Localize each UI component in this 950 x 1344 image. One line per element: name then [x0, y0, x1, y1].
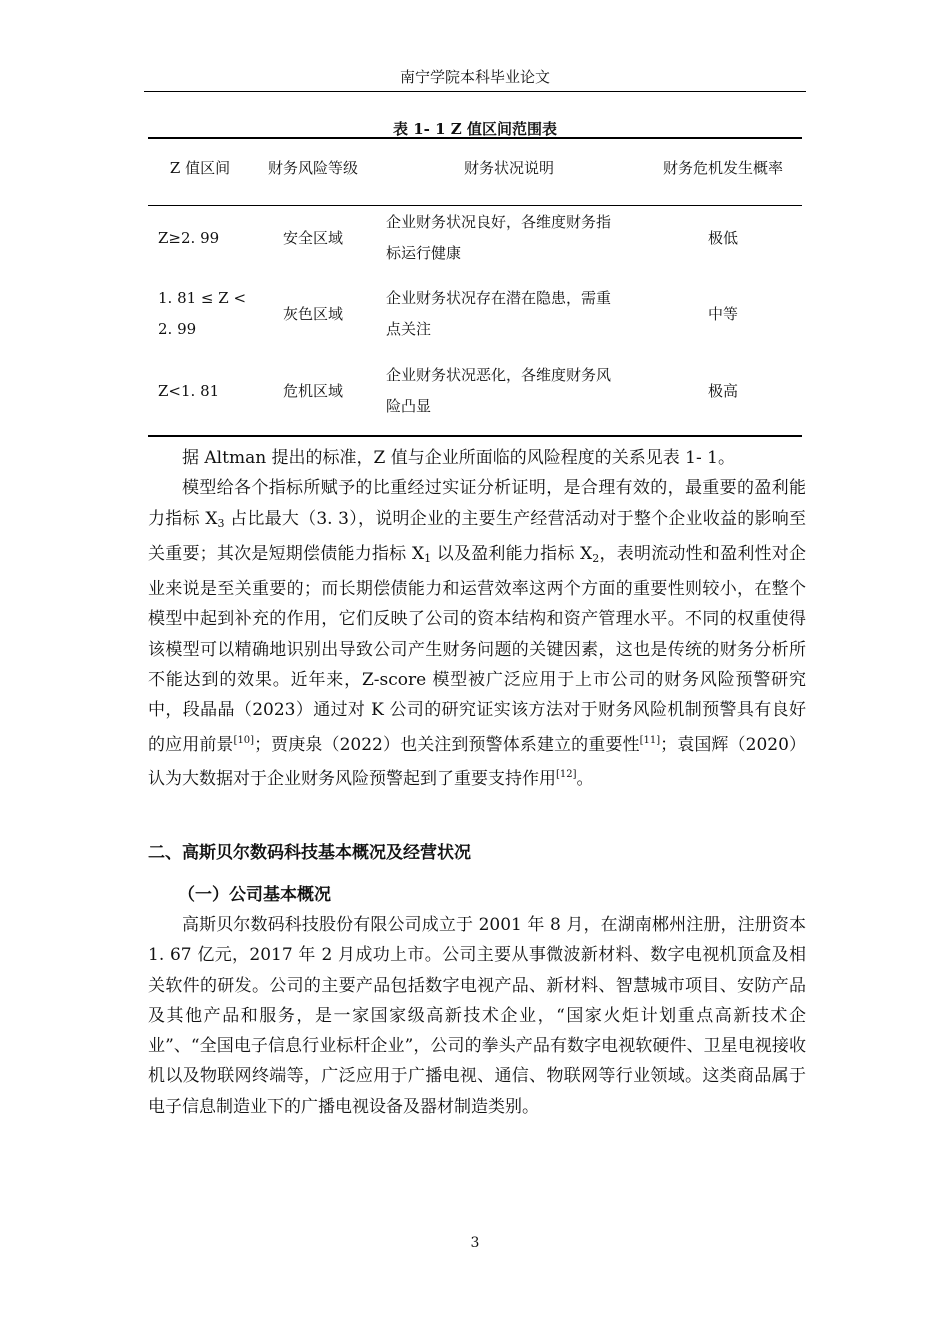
- row-description-line: 险凸显: [386, 397, 432, 415]
- citation-ref: [12]: [556, 768, 577, 780]
- row-risk-level: 安全区域: [282, 229, 343, 247]
- citation-ref: [11]: [639, 734, 661, 746]
- paragraph: 据 Altman 提出的标准，Z 值与企业所面临的风险程度的关系见表 1- 1。: [182, 448, 735, 468]
- row-probability: 极高: [707, 382, 738, 400]
- running-header: 南宁学院本科毕业论文: [399, 68, 550, 86]
- row-description-line: 企业财务状况恶化，各维度财务风: [386, 366, 612, 384]
- page-number: 3: [470, 1235, 480, 1251]
- column-header-z-range: Z 值区间: [169, 159, 231, 177]
- row-risk-level: 灰色区域: [282, 305, 343, 323]
- citation-ref: [10]: [233, 734, 255, 746]
- row-probability: 中等: [707, 305, 738, 323]
- row-description-line: 企业财务状况良好，各维度财务指: [386, 213, 612, 231]
- paragraph: 模型给各个指标所赋予的比重经过实证分析证明，是合理有效的，最重要的盈利能力指标 $X_3$ 占比最大（3. 3），说明企业的主要生产经营活动对于整个企业收益的影响至关重要；其次是短期偿债能力指标 $X_1$ 以及盈利能力指标 $X_2$，表明流动性和盈利性对企业来说是至关重要的；而长期偿债能力和运营效率这两个方面的重要性则较小，在整个模型中起到补充的作用，它们反映了公司的资本结构和资产管理水平。不同的权重使得该模型可以精确地识别出导致公司产生财务问题的关键因素，这也是传统的财务分析所不能达到的效果。近年来，Z-score 模型被广泛应用于上市公司的财务风险预警研究中，段晶晶（2023）通过对 K 公司的研究证实该方法对于财务风险机制预警具有良好的应用前景[10]；贾庚泉（2022）也关注到预警体系建立的重要性[11]；袁国辉（2020）认为大数据对于企业财务风险预警起到了重要支持作用[12]。: [148, 478, 807, 789]
- table-bottom-rule: [148, 435, 802, 437]
- row-description-line: 企业财务状况存在潜在隐患，需重: [386, 289, 612, 307]
- header-rule: [144, 91, 806, 92]
- row-risk-level: 危机区域: [282, 382, 343, 400]
- table-caption: 表 1- 1 Z 值区间范围表: [393, 120, 557, 138]
- row-z-range: Z≥2. 99: [158, 229, 220, 247]
- body-text: [148, 910, 806, 1122]
- row-description-line: 标运行健康: [386, 244, 462, 262]
- table-top-rule: [148, 137, 802, 139]
- row-z-range: 1. 81 ≤ Z <: [158, 289, 247, 307]
- paragraph: 高斯贝尔数码科技股份有限公司成立于 2001 年 8 月，在湖南郴州注册，注册资本 1. 67 亿元，2017 年 2 月成功上市。公司主要从事微波新材料、数字电视机顶盒及相关软件的研发。公司的主要产品包括数字电视产品、新材料、智慧城市项目、安防产品及其他产品和服务，是一家国家级高新技术企业，“国家火炬计划重点高新技术企业”、“全国电子信息行业标杆企业”，公司的拳头产品有数字电视软硬件、卫星电视接收机以及物联网终端等，广泛应用于广播电视、通信、物联网等行业领域。这类商品属于电子信息制造业下的广播电视设备及器材制造类别。: [148, 915, 806, 1117]
- column-header-description: 财务状况说明: [463, 159, 554, 177]
- row-description-line: 点关注: [386, 320, 432, 338]
- subsection-heading: （一）公司基本概况: [178, 885, 331, 905]
- row-probability: 极低: [707, 229, 738, 247]
- column-header-risk-level: 财务风险等级: [267, 159, 358, 177]
- body-text: [148, 443, 806, 794]
- table-header-rule: [148, 205, 802, 206]
- row-z-range: 2. 99: [158, 320, 197, 338]
- section-heading: 二、高斯贝尔数码科技基本概况及经营状况: [148, 843, 471, 863]
- row-z-range: Z<1. 81: [158, 382, 220, 400]
- column-header-probability: 财务危机发生概率: [662, 159, 783, 177]
